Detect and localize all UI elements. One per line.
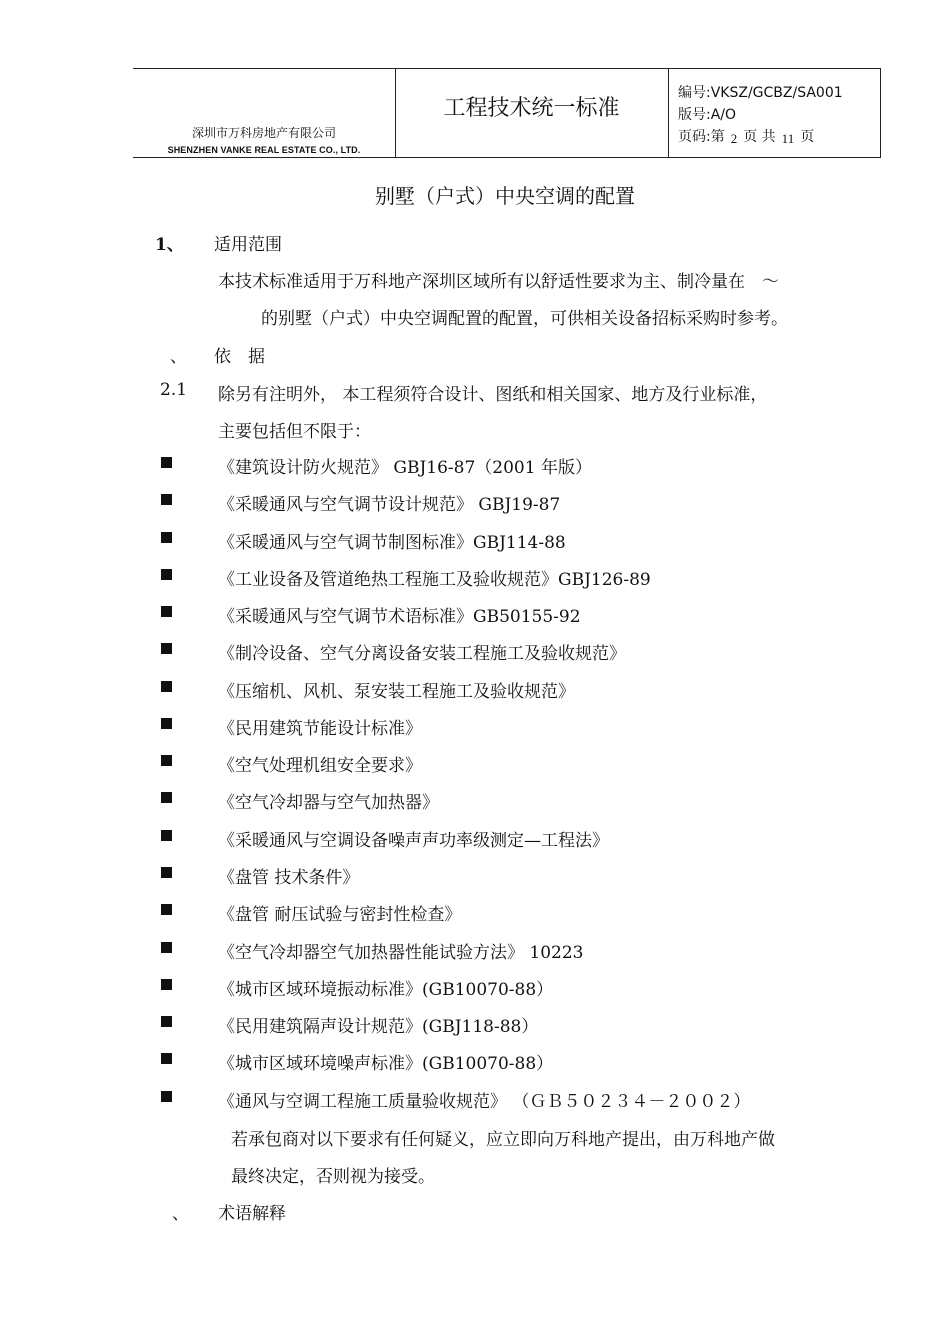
standard-title: 工程技术统一标准: [443, 96, 620, 121]
bullet-icon: [161, 979, 172, 990]
doc-code-label: 编号:: [678, 85, 711, 101]
section-1-heading: 适用范围: [214, 235, 282, 255]
page-total: 11: [781, 131, 795, 146]
standard-item: 《建筑设计防火规范》 GBJ16-87（2001 年版）: [218, 458, 592, 478]
standard-item: 《空气冷却器空气加热器性能试验方法》 10223: [218, 943, 584, 963]
note-paragraph-line-1: 若承包商对以下要求有任何疑义，应立即向万科地产提出，由万科地产做: [231, 1130, 775, 1150]
standard-item: 《采暖通风与空气调节术语标准》GB50155-92: [218, 607, 581, 627]
standard-item: 《采暖通风与空调设备噪声声功率级测定—工程法》: [218, 831, 609, 851]
page-gong: 共: [761, 129, 776, 145]
document-header: [133, 68, 881, 158]
bullet-icon: [161, 681, 172, 692]
bullet-icon: [161, 830, 172, 841]
standard-item: 《城市区域环境噪声标准》(GB10070-88）: [218, 1054, 554, 1074]
standard-item: 《工业设备及管道绝热工程施工及验收规范》GBJ126-89: [218, 570, 651, 590]
bullet-icon: [161, 569, 172, 580]
doc-code: [678, 82, 843, 102]
doc-version-label: 版号:: [678, 107, 711, 123]
page-di: 第: [710, 129, 725, 145]
doc-code-value: VKSZ/GCBZ/SA001: [710, 85, 843, 101]
standard-item: 《压缩机、风机、泵安装工程施工及验收规范》: [218, 682, 575, 702]
note-paragraph-line-2: 最终决定，否则视为接受。: [231, 1167, 435, 1187]
standard-item: 《采暖通风与空气调节设计规范》 GBJ19-87: [218, 495, 561, 515]
page-ye-2: 页: [800, 129, 815, 145]
standard-item: 《盘管 技术条件》: [218, 868, 360, 888]
bullet-icon: [161, 755, 172, 766]
bullet-icon: [161, 494, 172, 505]
section-2-1-paragraph-line-2: 主要包括但不限于：: [218, 422, 371, 442]
bullet-icon: [161, 1053, 172, 1064]
page-current: 2: [730, 131, 738, 146]
company-name-en: SHENZHEN VANKE REAL ESTATE CO., LTD.: [167, 145, 361, 155]
standard-item: 《盘管 耐压试验与密封性检查》: [218, 905, 462, 925]
standard-item: 《空气冷却器与空气加热器》: [218, 793, 439, 813]
section-2-1-paragraph-line-1: 除另有注明外， 本工程须符合设计、图纸和相关国家、地方及行业标准，: [218, 385, 768, 405]
bullet-icon: [161, 457, 172, 468]
bullet-icon: [161, 718, 172, 729]
standard-item: 《制冷设备、空气分离设备安装工程施工及验收规范》: [218, 644, 626, 664]
title-cell: [395, 69, 669, 157]
standard-item: 《民用建筑节能设计标准》: [218, 719, 422, 739]
standard-item: 《空气处理机组安全要求》: [218, 756, 422, 776]
section-1-number: 1、: [155, 235, 184, 255]
bullet-icon: [161, 1091, 172, 1102]
doc-version: [678, 104, 736, 124]
doc-version-value: A/O: [710, 107, 737, 123]
bullet-icon: [161, 904, 172, 915]
section-2-1-number: 2.1: [160, 380, 188, 400]
company-cell: [133, 69, 396, 157]
section-1-paragraph-line-1: 本技术标准适用于万科地产深圳区域所有以舒适性要求为主、制冷量在 ～: [218, 272, 779, 292]
page-info: [678, 126, 814, 146]
bullet-icon: [161, 792, 172, 803]
page-label: 页码:: [678, 129, 711, 145]
section-3-number: 、: [172, 1204, 189, 1224]
bullet-icon: [161, 867, 172, 878]
section-3-heading: 术语解释: [218, 1204, 286, 1224]
standard-item: 《民用建筑隔声设计规范》(GBJ118-88）: [218, 1017, 539, 1037]
section-1-paragraph-line-2: 的别墅（户式）中央空调配置的配置，可供相关设备招标采购时参考。: [261, 309, 788, 329]
meta-cell: [668, 69, 881, 157]
section-2-number: 、: [170, 347, 187, 367]
bullet-icon: [161, 532, 172, 543]
bullet-icon: [161, 643, 172, 654]
company-name-cn: 深圳市万科房地产有限公司: [191, 126, 336, 140]
bullet-icon: [161, 1016, 172, 1027]
bullet-icon: [161, 942, 172, 953]
standard-item: 《通风与空调工程施工质量验收规范》 （ＧＢ５０２３４－２００２）: [218, 1092, 751, 1112]
section-2-heading: 依 据: [214, 347, 265, 367]
standard-item: 《采暖通风与空气调节制图标准》GBJ114-88: [218, 533, 566, 553]
bullet-icon: [161, 606, 172, 617]
standard-item: 《城市区域环境振动标准》(GB10070-88）: [218, 980, 554, 1000]
page-ye-1: 页: [743, 129, 758, 145]
document-title: 别墅（户式）中央空调的配置: [375, 184, 635, 208]
